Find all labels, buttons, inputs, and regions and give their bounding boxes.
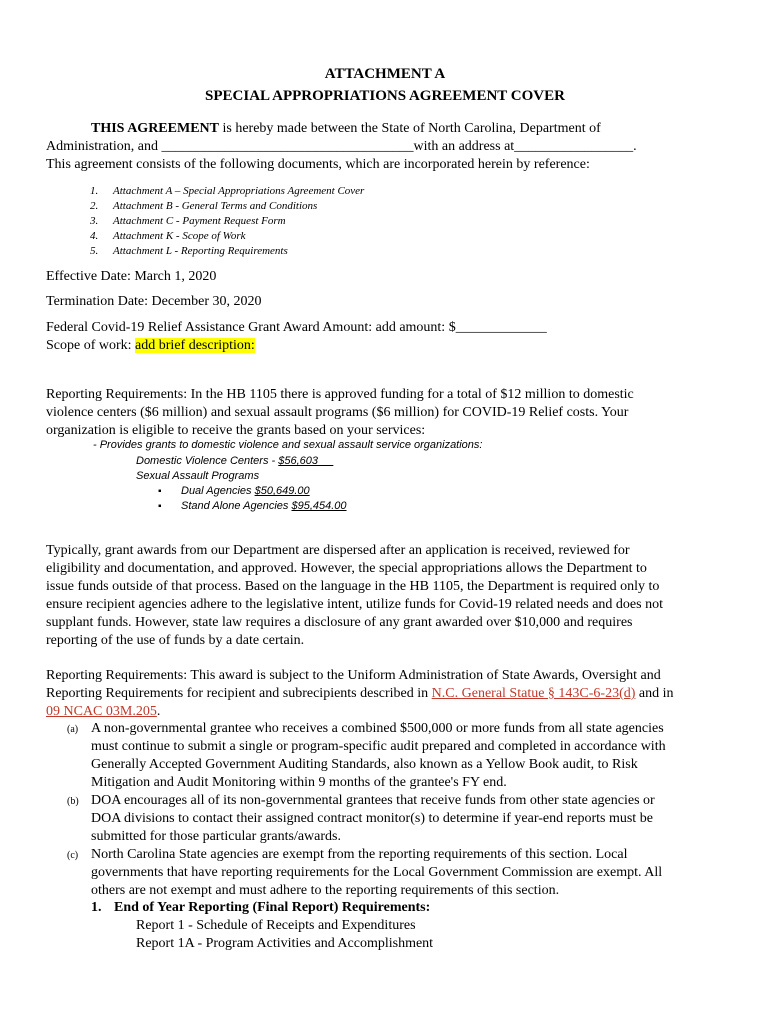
intro-line-1-rest: is hereby made between the State of North Carolina, Department of [218, 121, 601, 136]
intro-line-1 [91, 120, 601, 138]
attachment-title: ATTACHMENT A [324, 66, 446, 82]
item-a-line: must continue to submit a single or program-specific audit prepared and completed in accordance with [91, 739, 666, 754]
reporting-2-line-3: 09 NCAC 03M.205. [46, 704, 161, 719]
typically-line-6: reporting of the use of funds by a date certain. [46, 633, 305, 648]
reporting-2-line-2: Reporting Requirements for recipient and subrecipients described in N.C. General Statue § 143C-6-23(d) and in [46, 686, 674, 701]
typically-line-5: supplant funds. However, state law requires a disclosure of any grant awarded over $10,000 and requires [46, 615, 633, 630]
reporting-1-line-2: violence centers ($6 million) and sexual assault programs ($6 million) for COVID-19 Relief costs. Your [46, 405, 629, 420]
scope-value: add brief description: [135, 338, 255, 353]
list-item: 4. Attachment K - Scope of Work [90, 230, 246, 242]
item-b-line: submitted for those particular grants/awards. [91, 829, 341, 844]
final-report-heading: End of Year Reporting (Final Report) Requirements: [114, 900, 431, 915]
dv-centers: Domestic Violence Centers - $56,603 [136, 455, 334, 467]
item-c-line: North Carolina State agencies are exempt from the reporting requirements of this section. Local [91, 847, 628, 862]
typically-line-3: issue funds outside of that process. Based on the language in the HB 1105, the Department is required only to [46, 579, 660, 594]
scope-of-work [46, 337, 255, 355]
list-item: 5. Attachment L - Reporting Requirements [90, 245, 288, 257]
effective-date: Effective Date: March 1, 2020 [46, 269, 217, 284]
list-item: 3. Attachment C - Payment Request Form [90, 215, 286, 227]
item-a-line: Mitigation and Audit Monitoring within 9 months of the grantee's FY end. [91, 775, 507, 790]
reporting-2-line-1: Reporting Requirements: This award is subject to the Uniform Administration of State Awards, Oversight and [46, 668, 661, 683]
report-1a: Report 1A - Program Activities and Accomplishment [136, 936, 434, 951]
award-amount: Federal Covid-19 Relief Assistance Grant Award Amount: add amount: $_____________ [46, 320, 547, 335]
intro-lead: THIS AGREEMENT [91, 121, 219, 136]
reporting-1-line-3: organization is eligible to receive the grants based on your services: [46, 423, 426, 438]
list-item: ▪ Dual Agencies $50,649.00 [158, 485, 310, 497]
item-a-line: A non-governmental grantee who receives a combined $500,000 or more funds from all state agencies [91, 721, 664, 736]
dv-amount: $56,603 [278, 455, 334, 467]
sa-programs: Sexual Assault Programs [136, 470, 260, 482]
list-item: ▪ Stand Alone Agencies $95,454.00 [158, 500, 347, 512]
agreement-cover-title: SPECIAL APPROPRIATIONS AGREEMENT COVER [205, 88, 565, 104]
bullet-icon: ▪ [158, 486, 162, 497]
provides-grants: - Provides grants to domestic violence and sexual assault service organizations: [93, 439, 483, 451]
scope-label: Scope of work: [46, 338, 136, 353]
statute-link[interactable]: N.C. General Statue § 143C-6-23(d) [431, 686, 636, 701]
item-c-marker: (c) [67, 850, 79, 861]
bullet-icon: ▪ [158, 501, 162, 512]
typically-line-2: eligibility and documentation, and approved. However, the special appropriations allows the Department to [46, 561, 647, 576]
intro-line-2: Administration, and ____________________________________with an address at_________________. [46, 139, 637, 154]
final-report-heading-num: 1. [91, 900, 102, 915]
typically-line-1: Typically, grant awards from our Department are dispersed after an application is received, reviewed for [46, 543, 630, 558]
item-a-line: Generally Accepted Government Auditing Standards, also known as a Yellow Book audit, to Risk [91, 757, 638, 772]
termination-date: Termination Date: December 30, 2020 [46, 294, 262, 309]
item-c-line: others are not exempt and must adhere to the reporting requirements of this section. [91, 883, 560, 898]
item-b-line: DOA encourages all of its non-governmental grantees that receive funds from other state agencies or [91, 793, 655, 808]
dual-amount: $50,649.00 [254, 485, 310, 497]
list-item: 1. Attachment A – Special Appropriations Agreement Cover [90, 185, 365, 197]
item-b-line: DOA divisions to contact their assigned contract monitor(s) to determine if year-end reports must be [91, 811, 653, 826]
typically-line-4: ensure recipient agencies adhere to the legislative intent, utilize funds for Covid-19 related needs and does not [46, 597, 663, 612]
stand-alone-amount: $95,454.00 [291, 500, 347, 512]
item-a-marker: (a) [67, 724, 79, 735]
reporting-1-line-1: Reporting Requirements: In the HB 1105 there is approved funding for a total of $12 million to domestic [46, 387, 634, 402]
ncac-link[interactable]: 09 NCAC 03M.205 [46, 704, 157, 719]
intro-line-3: This agreement consists of the following documents, which are incorporated herein by reference: [46, 157, 590, 172]
item-c-line: governments that have reporting requirements for the Local Government Commission are exempt. All [91, 865, 663, 880]
item-b-marker: (b) [67, 796, 79, 807]
list-item: 2. Attachment B - General Terms and Conditions [90, 200, 318, 212]
report-1: Report 1 - Schedule of Receipts and Expenditures [136, 918, 416, 933]
